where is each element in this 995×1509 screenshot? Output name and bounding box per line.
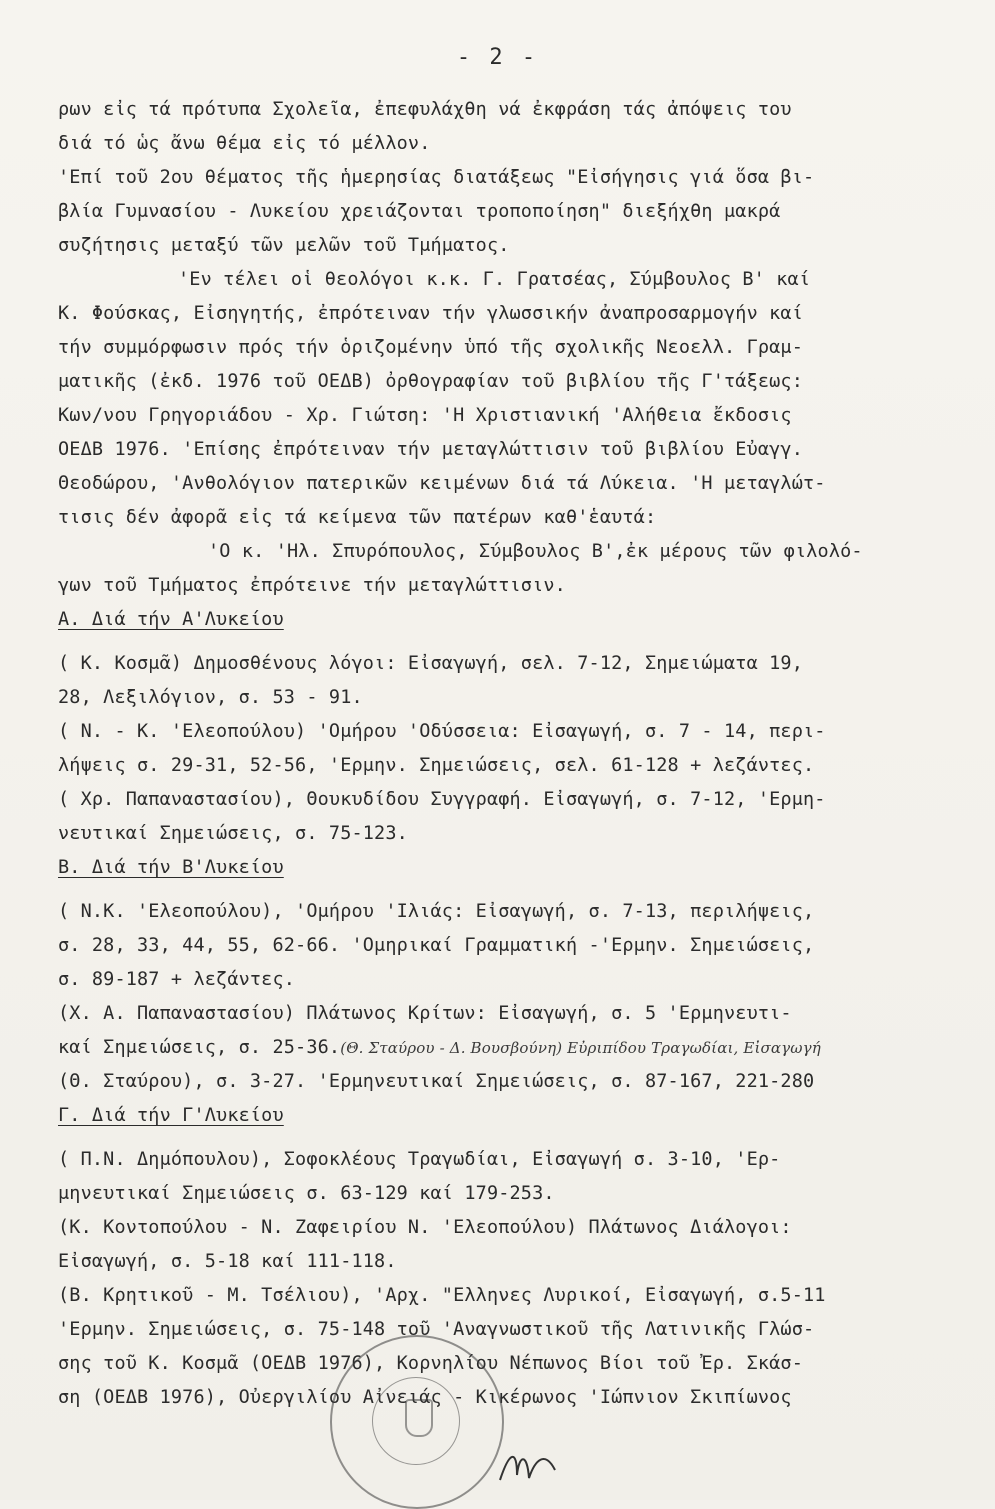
text-line: νευτικαί Σημειώσεις, σ. 75-123. xyxy=(58,823,408,844)
text-line: μηνευτικαί Σημειώσεις σ. 63-129 καί 179-253. xyxy=(58,1183,555,1204)
text-line: 'Ερμην. Σημειώσεις, σ. 75-148 τοῦ 'Αναγνωστικοῦ τῆς Λατινικῆς Γλώσ- xyxy=(58,1319,815,1340)
text-line: ΟΕΔΒ 1976. 'Επίσης ἐπρότειναν τήν μεταγλώττισιν τοῦ βιβλίου Εὐαγγ. xyxy=(58,439,804,460)
text-line: λήψεις σ. 29-31, 52-56, 'Ερμην. Σημειώσεις, σελ. 61-128 + λεζάντες. xyxy=(58,755,815,776)
signature-mark xyxy=(495,1440,565,1490)
text-line: συζήτησις μεταξύ τῶν μελῶν τοῦ Τμήματος. xyxy=(58,235,510,256)
text-line: ματικῆς (ἐκδ. 1976 τοῦ ΟΕΔΒ) ὀρθογραφίαν τοῦ βιβλίου τῆς Γ'τάξεως: xyxy=(58,371,804,392)
text-line: ( Ν. - Κ. 'Ελεοπούλου) 'Ομήρου 'Οδύσσεια: Εἰσαγωγή, σ. 7 - 14, περι- xyxy=(58,721,826,742)
emblem-icon xyxy=(405,1399,433,1437)
text-line: 'Επί τοῦ 2ου θέματος τῆς ἡμερησίας διατάξεως "Εἰσήγησις γιά ὅσα βι- xyxy=(58,167,815,188)
text-line: (Β. Κρητικοῦ - Μ. Τσέλιου), 'Αρχ. "Ελληνες Λυρικοί, Εἰσαγωγή, σ.5-11 xyxy=(58,1285,826,1306)
text-line: ση (ΟΕΔΒ 1976), Οὐεργιλίου Αἰνειάς - Κικέρωνος 'Ιώπνιον Σκιπίωνος xyxy=(58,1387,792,1408)
text-line: τισις δέν ἀφορᾶ εἰς τά κείμενα τῶν πατέρων καθ'ἑαυτά: xyxy=(58,507,657,528)
section-heading-c: Γ. Διά τήν Γ'Λυκείου xyxy=(58,1105,284,1126)
text-line: ( Χρ. Παπαναστασίου), Θουκυδίδου Συγγραφή. Εἰσαγωγή, σ. 7-12, 'Ερμη- xyxy=(58,789,826,810)
text-line: Θεοδώρου, 'Ανθολόγιον πατερικῶν κειμένων διά τά Λύκεια. 'Η μεταγλώτ- xyxy=(58,473,826,494)
text-line: διά τό ὡς ἄνω θέμα εἰς τό μέλλον. xyxy=(58,133,431,154)
text-line: σης τοῦ Κ. Κοσμᾶ (ΟΕΔΒ 1976), Κορνηλίου Νέπωνος Βίοι τοῦ Ἐρ. Σκάσ- xyxy=(58,1353,804,1374)
handwritten-insert: (Θ. Σταύρου - Δ. Βουσβούνη) Εὐριπίδου Τραγωδίαι, Εἰσαγωγή xyxy=(340,1039,821,1057)
text-line: (Χ. Α. Παπαναστασίου) Πλάτωνος Κρίτων: Εἰσαγωγή, σ. 5 'Ερμηνευτι- xyxy=(58,1003,792,1024)
text-line: 'Εν τέλει οἱ θεολόγοι κ.κ. Γ. Γρατσέας, Σύμβουλος Β' καί xyxy=(178,269,811,290)
text-line: Κων/νου Γρηγοριάδου - Χρ. Γιώτση: 'Η Χριστιανική 'Αλήθεια ἔκδοσις xyxy=(58,405,792,426)
page-number: - 2 - xyxy=(456,45,539,70)
text-line: σ. 28, 33, 44, 55, 62-66. 'Ομηρικαί Γραμματική -'Ερμην. Σημειώσεις, xyxy=(58,935,815,956)
text-line: τήν συμμόρφωσιν πρός τήν ὁριζομένην ὑπό τῆς σχολικῆς Νεοελλ. Γραμ- xyxy=(58,337,804,358)
text-line: βλία Γυμνασίου - Λυκείου χρειάζονται τροποποίηση" διεξήχθη μακρά xyxy=(58,201,781,222)
document-body xyxy=(58,93,963,1415)
text-line: Εἰσαγωγή, σ. 5-18 καί 111-118. xyxy=(58,1251,397,1272)
text-line: (Κ. Κοντοπούλου - Ν. Ζαφειρίου Ν. 'Ελεοπούλου) Πλάτωνος Διάλογοι: xyxy=(58,1217,792,1238)
text-line: ( Π.Ν. Δημόπουλου), Σοφοκλέους Τραγωδίαι, Εἰσαγωγή σ. 3-10, 'Ερ- xyxy=(58,1149,781,1170)
text-line: ρων εἰς τά πρότυπα Σχολεῖα, ἐπεφυλάχθη νά ἐκφράση τάς ἀπόψεις του xyxy=(58,99,792,120)
text-line: γων τοῦ Τμήματος ἐπρότεινε τήν μεταγλώττισιν. xyxy=(58,575,566,596)
text-line: (Θ. Σταύρου), σ. 3-27. 'Ερμηνευτικαί Σημειώσεις, σ. 87-167, 221-280 xyxy=(58,1071,815,1092)
text-line-with-insert xyxy=(58,1031,963,1065)
text-line: 28, Λεξιλόγιον, σ. 53 - 91. xyxy=(58,687,363,708)
section-heading-b: Β. Διά τήν Β'Λυκείου xyxy=(58,857,284,878)
text-fragment: καί Σημειώσεις, σ. 25-36. xyxy=(58,1037,341,1058)
section-heading-a: Α. Διά τήν Α'Λυκείου xyxy=(58,609,284,630)
text-line: ( Κ. Κοσμᾶ) Δημοσθένους λόγοι: Εἰσαγωγή, σελ. 7-12, Σημειώματα 19, xyxy=(58,653,804,674)
official-stamp xyxy=(330,1335,504,1509)
text-line: Κ. Φούσκας, Εἰσηγητής, ἐπρότειναν τήν γλωσσικήν ἀναπροσαρμογήν καί xyxy=(58,303,804,324)
text-line: 'Ο κ. 'Ηλ. Σπυρόπουλος, Σύμβουλος Β',ἐκ μέρους τῶν φιλολό- xyxy=(208,541,863,562)
text-line: ( Ν.Κ. 'Ελεοπούλου), 'Ομήρου 'Ιλιάς: Εἰσαγωγή, σ. 7-13, περιλήψεις, xyxy=(58,901,815,922)
text-line: σ. 89-187 + λεζάντες. xyxy=(58,969,296,990)
